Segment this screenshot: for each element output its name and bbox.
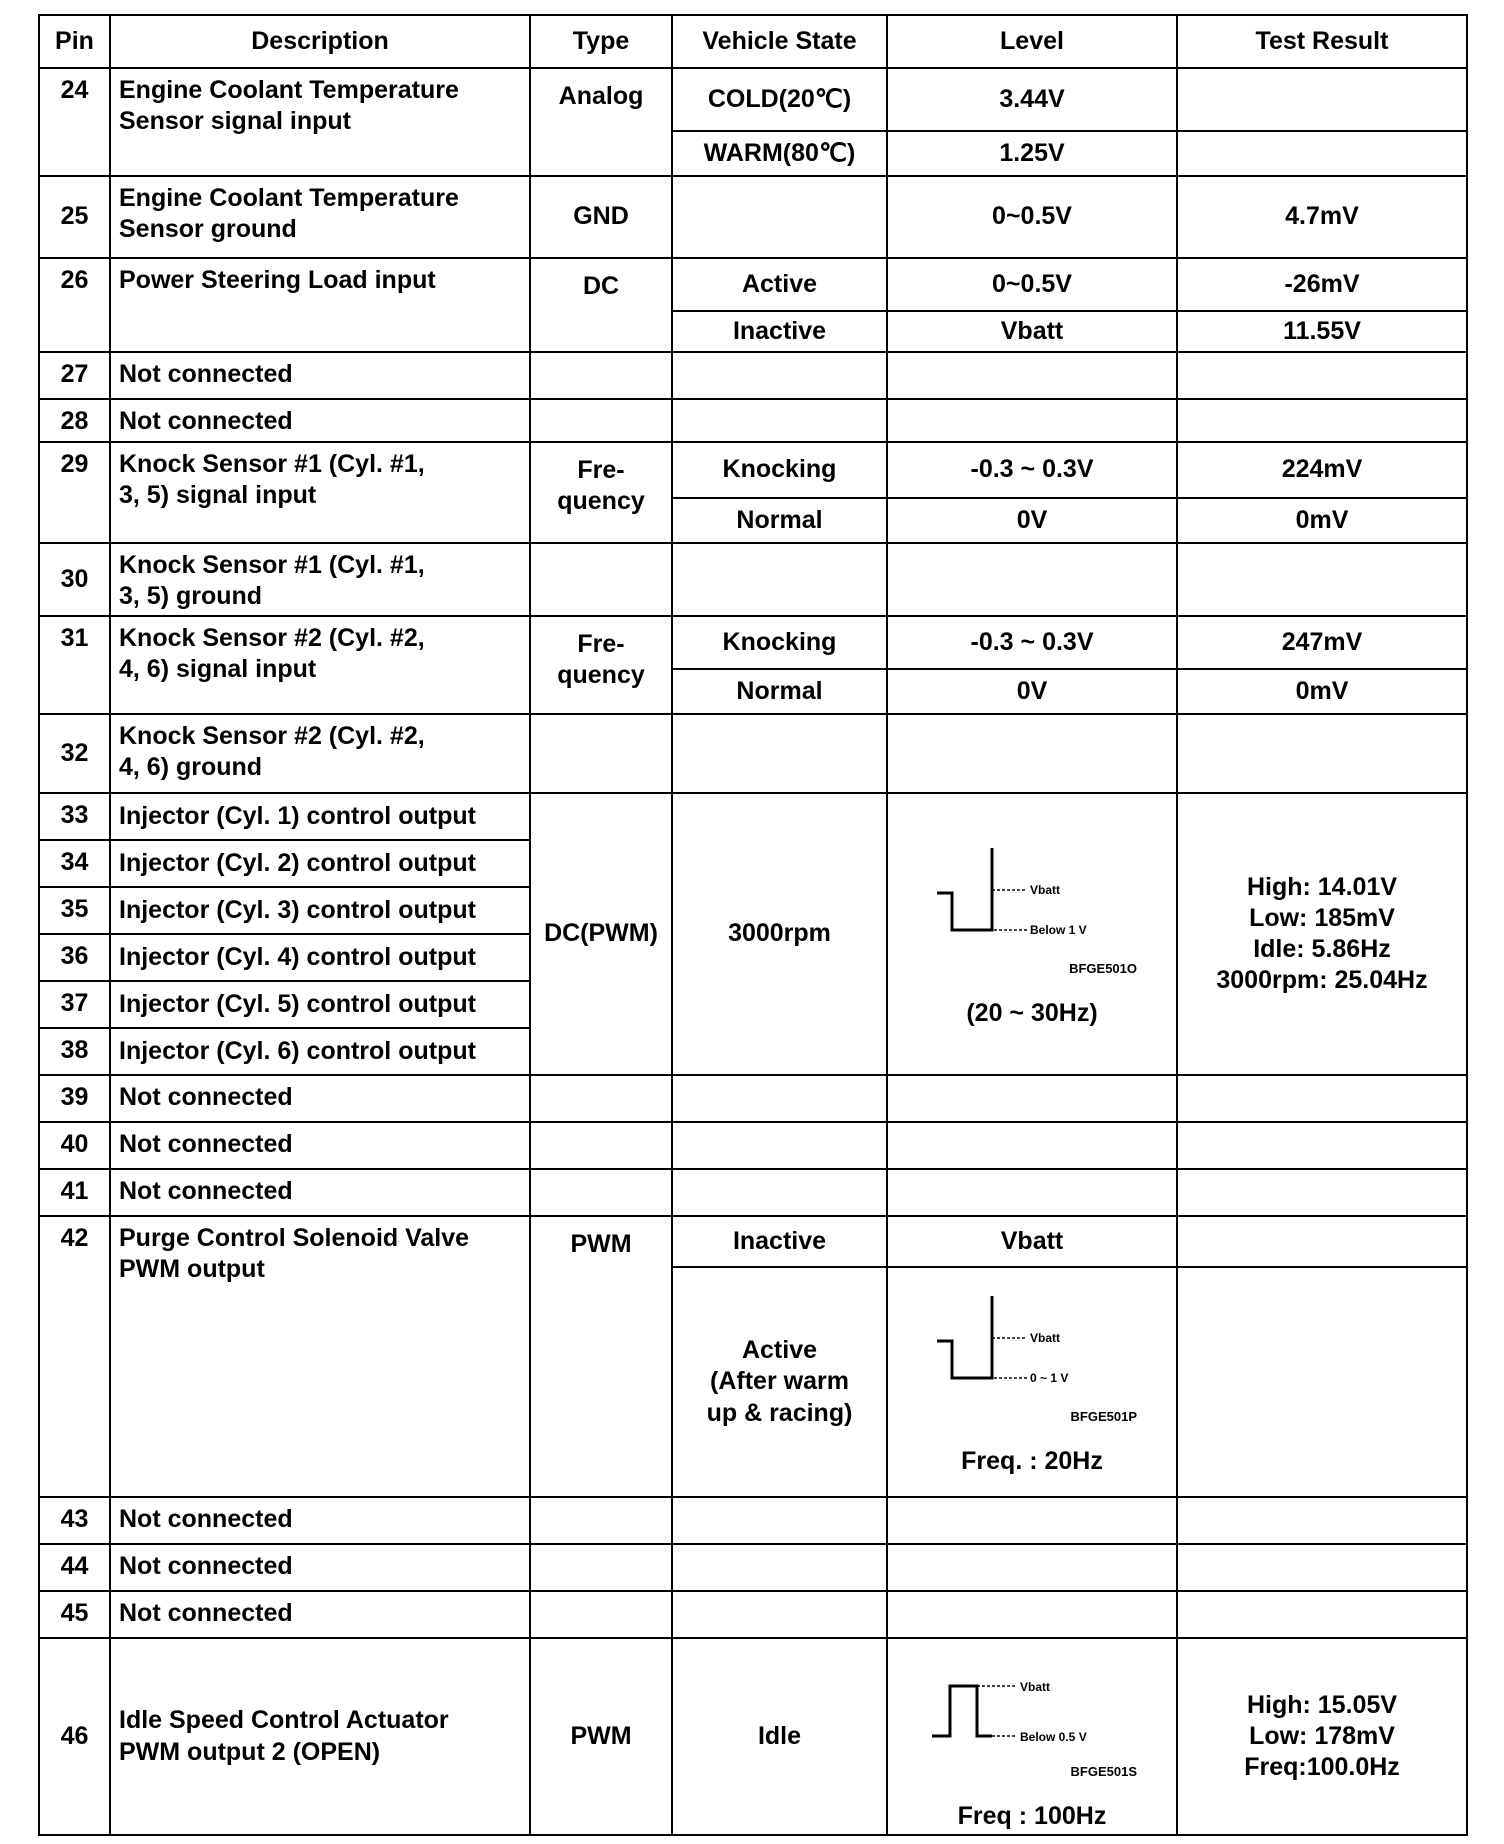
level-waveform-cell	[887, 1267, 1177, 1497]
test-result	[1177, 399, 1467, 442]
level-value: 0~0.5V	[887, 258, 1177, 311]
pin-description: Not connected	[110, 1169, 530, 1216]
level-value: 1.25V	[887, 131, 1177, 176]
level-value	[887, 1497, 1177, 1544]
waveform-figure-code: BFGE501O	[1069, 961, 1137, 977]
signal-type	[530, 1169, 672, 1216]
test-result: -26mV	[1177, 258, 1467, 311]
pin-number: 31	[39, 616, 110, 714]
frequency-note: (20 ~ 30Hz)	[966, 999, 1098, 1028]
level-value	[887, 399, 1177, 442]
table-row	[39, 258, 1467, 311]
vehicle-state	[672, 1497, 887, 1544]
vehicle-state: Normal	[672, 498, 887, 543]
pin-number: 28	[39, 399, 110, 442]
test-result	[1177, 714, 1467, 793]
pin-number: 32	[39, 714, 110, 793]
test-result	[1177, 352, 1467, 399]
level-waveform-cell	[887, 793, 1177, 1075]
waveform-low-label: 0 ~ 1 V	[1030, 1371, 1069, 1386]
pin-description: Not connected	[110, 399, 530, 442]
pin-number: 43	[39, 1497, 110, 1544]
level-waveform-cell	[887, 1638, 1177, 1835]
signal-type	[530, 399, 672, 442]
table-row	[39, 68, 1467, 131]
header-pin: Pin	[39, 15, 110, 68]
test-result: 0mV	[1177, 498, 1467, 543]
pin-description: Purge Control Solenoid Valve PWM output	[110, 1216, 530, 1497]
table-row	[39, 352, 1467, 399]
level-value	[887, 1122, 1177, 1169]
pin-description: Engine Coolant Temperature Sensor signal input	[110, 68, 530, 176]
vehicle-state	[672, 714, 887, 793]
signal-type	[530, 352, 672, 399]
pin-description: Not connected	[110, 1497, 530, 1544]
waveform-low-label: Below 0.5 V	[1020, 1730, 1087, 1744]
vehicle-state	[672, 1591, 887, 1638]
header-type: Type	[530, 15, 672, 68]
pin-description: Not connected	[110, 1075, 530, 1122]
test-result	[1177, 1216, 1467, 1267]
vehicle-state: Normal	[672, 669, 887, 714]
table-row	[39, 1169, 1467, 1216]
level-value	[887, 543, 1177, 616]
level-value: Vbatt	[887, 1216, 1177, 1267]
pin-number: 29	[39, 442, 110, 543]
level-value: Vbatt	[887, 311, 1177, 352]
level-value	[887, 352, 1177, 399]
level-value: 0~0.5V	[887, 176, 1177, 258]
level-value: 0V	[887, 669, 1177, 714]
level-value	[887, 1169, 1177, 1216]
table-row	[39, 616, 1467, 669]
signal-type: Fre- quency	[530, 616, 672, 714]
table-row	[39, 1216, 1467, 1267]
test-result: 11.55V	[1177, 311, 1467, 352]
level-value: -0.3 ~ 0.3V	[887, 442, 1177, 498]
table-row	[39, 1591, 1467, 1638]
vehicle-state	[672, 1544, 887, 1591]
level-value: 0V	[887, 498, 1177, 543]
pin-number: 41	[39, 1169, 110, 1216]
signal-type: GND	[530, 176, 672, 258]
table-row	[39, 1497, 1467, 1544]
pin-test-table	[38, 14, 1468, 1836]
vehicle-state: 3000rpm	[672, 793, 887, 1075]
pin-description: Power Steering Load input	[110, 258, 530, 352]
test-result: 224mV	[1177, 442, 1467, 498]
pin-description: Knock Sensor #1 (Cyl. #1, 3, 5) signal input	[110, 442, 530, 543]
level-value	[887, 1075, 1177, 1122]
test-result	[1177, 1267, 1467, 1497]
header-row	[39, 15, 1467, 68]
signal-type: PWM	[530, 1216, 672, 1497]
test-result	[1177, 131, 1467, 176]
table-row	[39, 442, 1467, 498]
pin-number: 44	[39, 1544, 110, 1591]
pin-number: 26	[39, 258, 110, 352]
pin-number: 45	[39, 1591, 110, 1638]
header-level: Level	[887, 15, 1177, 68]
vehicle-state	[672, 1169, 887, 1216]
pin-number: 36	[39, 934, 110, 981]
test-result: 247mV	[1177, 616, 1467, 669]
test-result: High: 15.05V Low: 178mV Freq:100.0Hz	[1177, 1638, 1467, 1835]
signal-type	[530, 1497, 672, 1544]
pin-number: 27	[39, 352, 110, 399]
pin-description: Knock Sensor #1 (Cyl. #1, 3, 5) ground	[110, 543, 530, 616]
test-result	[1177, 1075, 1467, 1122]
pin-number: 37	[39, 981, 110, 1028]
signal-type	[530, 714, 672, 793]
pin-number: 39	[39, 1075, 110, 1122]
table-row	[39, 543, 1467, 616]
pin-description: Injector (Cyl. 6) control output	[110, 1028, 530, 1075]
header-test-result: Test Result	[1177, 15, 1467, 68]
vehicle-state	[672, 176, 887, 258]
signal-type	[530, 1544, 672, 1591]
signal-type: Analog	[530, 68, 672, 176]
pin-number: 33	[39, 793, 110, 840]
signal-type: PWM	[530, 1638, 672, 1835]
table-row	[39, 1122, 1467, 1169]
signal-type: DC(PWM)	[530, 793, 672, 1075]
pin-number: 35	[39, 887, 110, 934]
waveform-high-label: Vbatt	[1030, 883, 1060, 898]
waveform-diagram	[922, 1641, 1142, 1791]
vehicle-state	[672, 1075, 887, 1122]
pin-number: 42	[39, 1216, 110, 1497]
level-value	[887, 714, 1177, 793]
pin-description: Injector (Cyl. 2) control output	[110, 840, 530, 887]
pin-description: Injector (Cyl. 4) control output	[110, 934, 530, 981]
vehicle-state: Active	[672, 258, 887, 311]
pin-description: Not connected	[110, 1591, 530, 1638]
vehicle-state	[672, 352, 887, 399]
table-row	[39, 399, 1467, 442]
vehicle-state: WARM(80℃)	[672, 131, 887, 176]
pin-number: 38	[39, 1028, 110, 1075]
vehicle-state	[672, 399, 887, 442]
level-value	[887, 1544, 1177, 1591]
signal-type	[530, 1122, 672, 1169]
frequency-note: Freq. : 20Hz	[961, 1447, 1103, 1476]
test-result	[1177, 543, 1467, 616]
signal-type	[530, 1075, 672, 1122]
level-value	[887, 1591, 1177, 1638]
test-result: High: 14.01V Low: 185mV Idle: 5.86Hz 3000rpm: 25.04Hz	[1177, 793, 1467, 1075]
pin-number: 40	[39, 1122, 110, 1169]
table-row	[39, 1075, 1467, 1122]
table-row	[39, 1638, 1467, 1835]
test-result	[1177, 1497, 1467, 1544]
vehicle-state: Idle	[672, 1638, 887, 1835]
vehicle-state: Knocking	[672, 616, 887, 669]
pin-description: Idle Speed Control Actuator PWM output 2 (OPEN)	[110, 1638, 530, 1835]
test-result: 0mV	[1177, 669, 1467, 714]
header-vehicle-state: Vehicle State	[672, 15, 887, 68]
level-value: 3.44V	[887, 68, 1177, 131]
pin-description: Knock Sensor #2 (Cyl. #2, 4, 6) ground	[110, 714, 530, 793]
pin-description: Knock Sensor #2 (Cyl. #2, 4, 6) signal input	[110, 616, 530, 714]
pin-number: 24	[39, 68, 110, 176]
pin-description: Injector (Cyl. 3) control output	[110, 887, 530, 934]
vehicle-state: Inactive	[672, 311, 887, 352]
level-value: -0.3 ~ 0.3V	[887, 616, 1177, 669]
vehicle-state: Knocking	[672, 442, 887, 498]
waveform-high-label: Vbatt	[1020, 1680, 1050, 1694]
pin-description: Not connected	[110, 352, 530, 399]
table-row	[39, 176, 1467, 258]
test-result: 4.7mV	[1177, 176, 1467, 258]
table-row	[39, 714, 1467, 793]
test-result	[1177, 1591, 1467, 1638]
vehicle-state	[672, 1122, 887, 1169]
table-row	[39, 793, 1467, 840]
pin-number: 34	[39, 840, 110, 887]
table-row	[39, 1544, 1467, 1591]
signal-type: DC	[530, 258, 672, 352]
waveform-figure-code: BFGE501S	[1070, 1764, 1137, 1779]
frequency-note: Freq : 100Hz	[957, 1802, 1107, 1830]
test-result	[1177, 1169, 1467, 1216]
waveform-diagram	[922, 1286, 1142, 1436]
pin-description: Engine Coolant Temperature Sensor ground	[110, 176, 530, 258]
vehicle-state: Inactive	[672, 1216, 887, 1267]
signal-type: Fre- quency	[530, 442, 672, 543]
pin-number: 25	[39, 176, 110, 258]
vehicle-state: Active (After warm up & racing)	[672, 1267, 887, 1497]
pin-description: Injector (Cyl. 5) control output	[110, 981, 530, 1028]
waveform-low-label: Below 1 V	[1030, 923, 1087, 938]
waveform-high-label: Vbatt	[1030, 1331, 1060, 1346]
waveform-figure-code: BFGE501P	[1070, 1409, 1137, 1425]
pin-description: Injector (Cyl. 1) control output	[110, 793, 530, 840]
signal-type	[530, 543, 672, 616]
signal-type	[530, 1591, 672, 1638]
pin-number: 30	[39, 543, 110, 616]
test-result	[1177, 68, 1467, 131]
pin-description: Not connected	[110, 1122, 530, 1169]
test-result	[1177, 1122, 1467, 1169]
pin-description: Not connected	[110, 1544, 530, 1591]
vehicle-state	[672, 543, 887, 616]
waveform-diagram	[922, 838, 1142, 988]
pin-number: 46	[39, 1638, 110, 1835]
vehicle-state: COLD(20℃)	[672, 68, 887, 131]
header-description: Description	[110, 15, 530, 68]
test-result	[1177, 1544, 1467, 1591]
